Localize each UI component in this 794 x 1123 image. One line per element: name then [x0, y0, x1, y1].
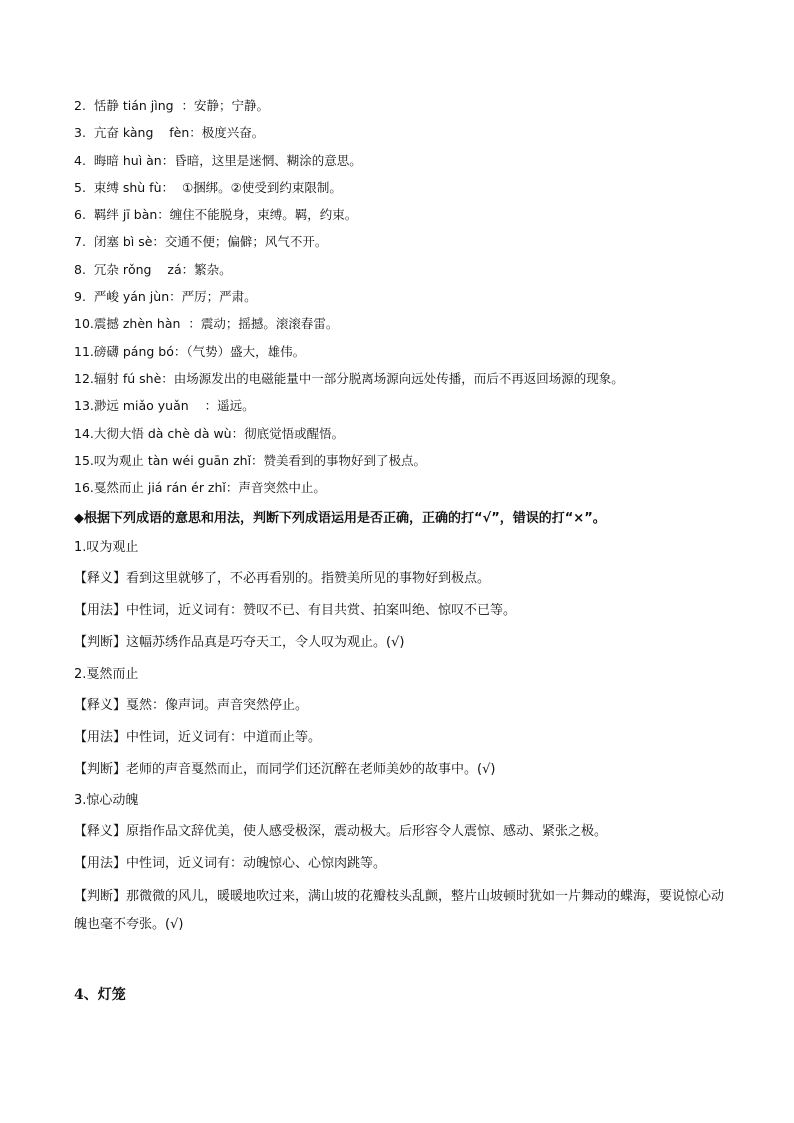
section-heading: 4、灯笼	[74, 987, 126, 1003]
idiom-block	[74, 786, 734, 946]
idiom-title: 2.戛然而止	[74, 666, 139, 682]
exercise-instruction: ◆根据下列成语的意思和用法，判断下列成语运用是否正确，正确的打“√”，错误的打“×”。	[74, 511, 606, 526]
idiom-title: 1.叹为观止	[74, 540, 139, 555]
vocab-item: 14.大彻大悟 dà chè dà wù：彻底觉悟或醒悟。	[74, 425, 345, 441]
vocab-item: 4. 晦暗 huì àn：昏暗，这里是迷惘、糊涂的意思。	[74, 152, 362, 168]
idiom-judgement: 【判断】那微微的风儿，暖暖地吹过来，满山坡的花瓣枝头乱颤，整片山坡顿时犹如一片舞动的蝶海，要说惊心动魄也毫不夸张。(√)	[74, 888, 725, 932]
vocab-item: 6. 羁绊 jī bàn：缠住不能脱身，束缚。羁，约束。	[74, 207, 358, 223]
idiom-block	[74, 660, 734, 787]
vocab-item: 15.叹为观止 tàn wéi guān zhǐ：赞美看到的事物好到了极点。	[74, 452, 427, 468]
vocab-item: 11.磅礴 páng bó：（气势）盛大，雄伟。	[74, 343, 306, 359]
vocab-item: 10.震撼 zhèn hàn ：震动；摇撼。滚滚春雷。	[74, 316, 339, 332]
vocabulary-list	[74, 92, 734, 501]
vocab-item: 2. 恬静 tián jìng ：安静；宁静。	[74, 98, 270, 113]
idiom-exercise	[74, 505, 734, 947]
idiom-usage: 【用法】中性词，近义词有：动魄惊心、心惊肉跳等。	[74, 856, 387, 872]
idiom-meaning: 【释义】戛然：像声词。声音突然停止。	[74, 697, 309, 713]
idiom-usage: 【用法】中性词，近义词有：赞叹不已、有目共赏、拍案叫绝、惊叹不已等。	[74, 603, 517, 619]
vocab-item: 8. 冗杂 rǒng zá：繁杂。	[74, 261, 232, 277]
vocab-item: 12.辐射 fú shè：由场源发出的电磁能量中一部分脱离场源向远处传播，而后不再返回场源的现象。	[74, 370, 624, 386]
idiom-usage: 【用法】中性词，近义词有：中道而止等。	[74, 729, 322, 745]
idiom-judgement: 【判断】这幅苏绣作品真是巧夺天工，令人叹为观止。(√)	[74, 635, 405, 651]
idiom-judgement: 【判断】老师的声音戛然而止，而同学们还沉醉在老师美妙的故事中。(√)	[74, 761, 496, 777]
vocab-item: 16.戛然而止 jiá rán ér zhǐ：声音突然中止。	[74, 480, 326, 496]
idiom-block	[74, 533, 734, 660]
vocab-item: 9. 严峻 yán jùn：严厉；严肃。	[74, 289, 257, 305]
idiom-meaning: 【释义】原指作品文辞优美，使人感受极深，震动极大。后形容令人震惊、感动、紧张之极。	[74, 824, 608, 840]
idiom-title: 3.惊心动魄	[74, 793, 139, 809]
vocab-item: 3. 亢奋 kàng fèn：极度兴奋。	[74, 125, 265, 141]
vocab-item: 7. 闭塞 bì sè：交通不便；偏僻；风气不开。	[74, 234, 328, 250]
idiom-meaning: 【释义】看到这里就够了，不必再看别的。指赞美所见的事物好到极点。	[74, 571, 491, 586]
vocab-item: 5. 束缚 shù fù： ①捆绑。②使受到约束限制。	[74, 179, 342, 195]
vocab-item: 13.渺远 miǎo yuǎn ：遥远。	[74, 398, 255, 414]
